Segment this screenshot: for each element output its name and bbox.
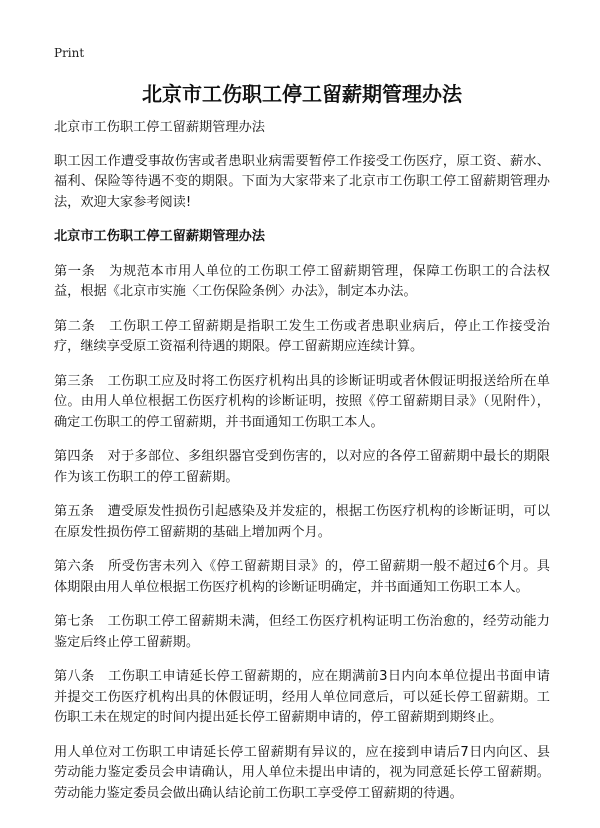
article-5: 第五条 遭受原发性损伤引起感染及并发症的，根据工伤医疗机构的诊断证明，可以在原发性损伤停工留薪期的基础上增加两个月。 — [54, 504, 550, 540]
article-8: 第八条 工伤职工申请延长停工留薪期的，应在期满前3日内向本单位提出书面申请并提交工伤医疗机构出具的休假证明，经用人单位同意后，可以延长停工留薪期。工伤职工未在规定的时间内提出延长停工留薪期申请的，停工留薪期到期终止。 — [54, 669, 550, 725]
article-8-continuation: 用人单位对工伤职工申请延长停工留薪期有异议的，应在接到申请后7日内向区、县劳动能力鉴定委员会申请确认，用人单位未提出申请的，视为同意延长停工留薪期。劳动能力鉴定委员会做出确认结论前工伤职工享受停工留薪期的待遇。 — [54, 744, 550, 801]
page-title: 北京市工伤职工停工留薪期管理办法 — [142, 82, 462, 106]
article-4: 第四条 对于多部位、多组织器官受到伤害的，以对应的各停工留薪期中最长的期限作为该工伤职工的停工留薪期。 — [54, 449, 550, 485]
section-heading: 北京市工伤职工停工留薪期管理办法 — [54, 229, 265, 244]
document-body — [54, 118, 550, 818]
intro-paragraph: 职工因工作遭受事故伤害或者患职业病需要暂停工作接受工伤医疗，原工资、薪水、福利、保险等待遇不变的期限。下面为大家带来了北京市工伤职工停工留薪期管理办法，欢迎大家参考阅读! — [54, 153, 550, 210]
print-link[interactable]: Print — [54, 46, 85, 60]
article-1: 第一条 为规范本市用人单位的工伤职工停工留薪期管理，保障工伤职工的合法权益，根据《北京市实施〈工伤保险条例〉办法》，制定本办法。 — [54, 263, 550, 299]
article-2: 第二条 工伤职工停工留薪期是指职工发生工伤或者患职业病后，停止工作接受治疗，继续享受原工资福利待遇的期限。停工留薪期应连续计算。 — [54, 318, 550, 354]
article-3: 第三条 工伤职工应及时将工伤医疗机构出具的诊断证明或者休假证明报送给所在单位。由用人单位根据工伤医疗机构的诊断证明，按照《停工留薪期目录》（见附件），确定工伤职工的停工留薪期，并书面通知工伤职工本人。 — [54, 373, 550, 430]
document-subtitle: 北京市工伤职工停工留薪期管理办法 — [54, 120, 265, 135]
article-6: 第六条 所受伤害未列入《停工留薪期目录》的，停工留薪期一般不超过6个月。具体期限由用人单位根据工伤医疗机构的诊断证明确定，并书面通知工伤职工本人。 — [54, 559, 550, 595]
article-7: 第七条 工伤职工停工留薪期未满，但经工伤医疗机构证明工伤治愈的，经劳动能力鉴定后终止停工留薪期。 — [54, 614, 550, 650]
